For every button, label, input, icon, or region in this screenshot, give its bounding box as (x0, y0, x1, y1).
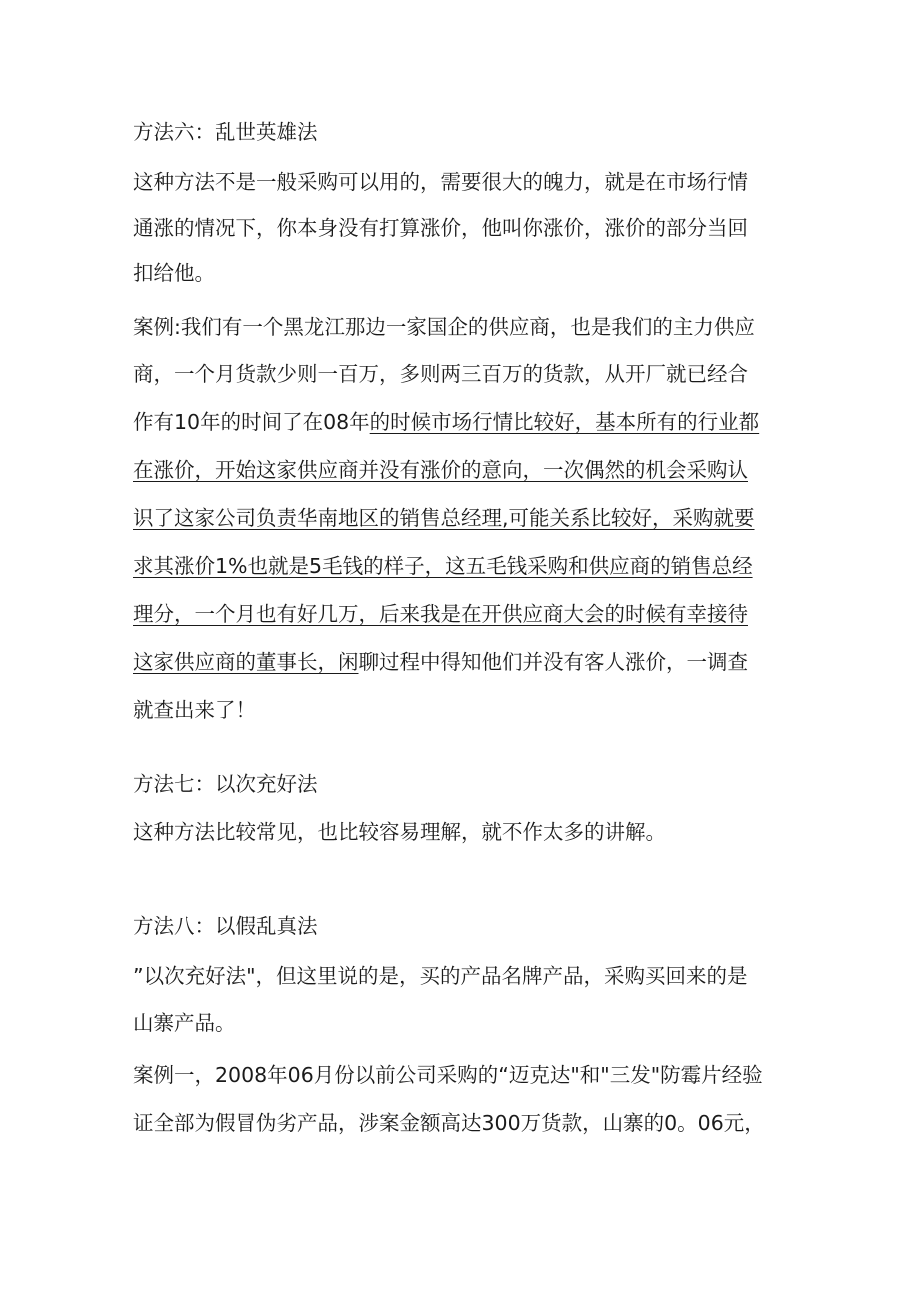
case-line-plain: 聊过程中得知他们并没有客人涨价，一调查 (358, 650, 748, 674)
underlined-text: 理分，一个月也有好几万，后来我是在开供应商大会的时候有幸接待 (133, 602, 748, 626)
case-line (133, 599, 813, 629)
underlined-text: 在涨价，开始这家供应商并没有涨价的意向，一次偶然的机会采购认 (133, 458, 748, 482)
underlined-text: 求其涨价1%也就是5毛钱的样子，这五毛钱采购和供应商的销售总经 (133, 554, 753, 578)
case-line (133, 551, 813, 581)
underlined-text: 这家供应商的董事长，闲 (133, 650, 359, 674)
paragraph-line: ”以次充好法"，但这里说的是，买的产品名牌产品，采购买回来的是 (133, 964, 748, 988)
underlined-text: 识了这家公司负责华南地区的销售总经理,可能关系比较好，采购就要 (133, 506, 755, 530)
underlined-text: 的时候市场行情比较好，基本所有的行业都 (369, 410, 760, 434)
paragraph-line: 这种方法比较常见，也比较容易理解，就不作太多的讲解。 (133, 820, 666, 844)
case-line: 证全部为假冒伪劣产品，涉案金额高达300万货款，山寨的0。06元， (133, 1111, 765, 1135)
paragraph-line: 扣给他。 (133, 261, 215, 285)
paragraph-line: 通涨的情况下，你本身没有打算涨价，他叫你涨价，涨价的部分当回 (133, 216, 748, 240)
heading-method-eight: 方法八：以假乱真法 (133, 914, 318, 938)
case-line: 案例:我们有一个黑龙江那边一家国企的供应商，也是我们的主力供应 (133, 315, 755, 339)
paragraph-line: 山寨产品。 (133, 1011, 236, 1035)
case-line: 商，一个月货款少则一百万，多则两三百万的货款，从开厂就已经合 (133, 362, 748, 386)
paragraph-line: 这种方法不是一般采购可以用的，需要很大的魄力，就是在市场行情 (133, 170, 748, 194)
case-line: 案例一，2008年06月份以前公司采购的“迈克达"和"三发"防霉片经验 (133, 1063, 763, 1087)
case-line (133, 647, 813, 677)
case-line (133, 407, 813, 437)
case-line (133, 455, 813, 485)
case-line: 就查出来了！ (133, 698, 256, 722)
case-line (133, 503, 813, 533)
heading-method-seven: 方法七：以次充好法 (133, 772, 318, 796)
heading-method-six: 方法六：乱世英雄法 (133, 120, 318, 144)
case-line-plain: 作有10年的时间了在08年 (133, 410, 370, 434)
